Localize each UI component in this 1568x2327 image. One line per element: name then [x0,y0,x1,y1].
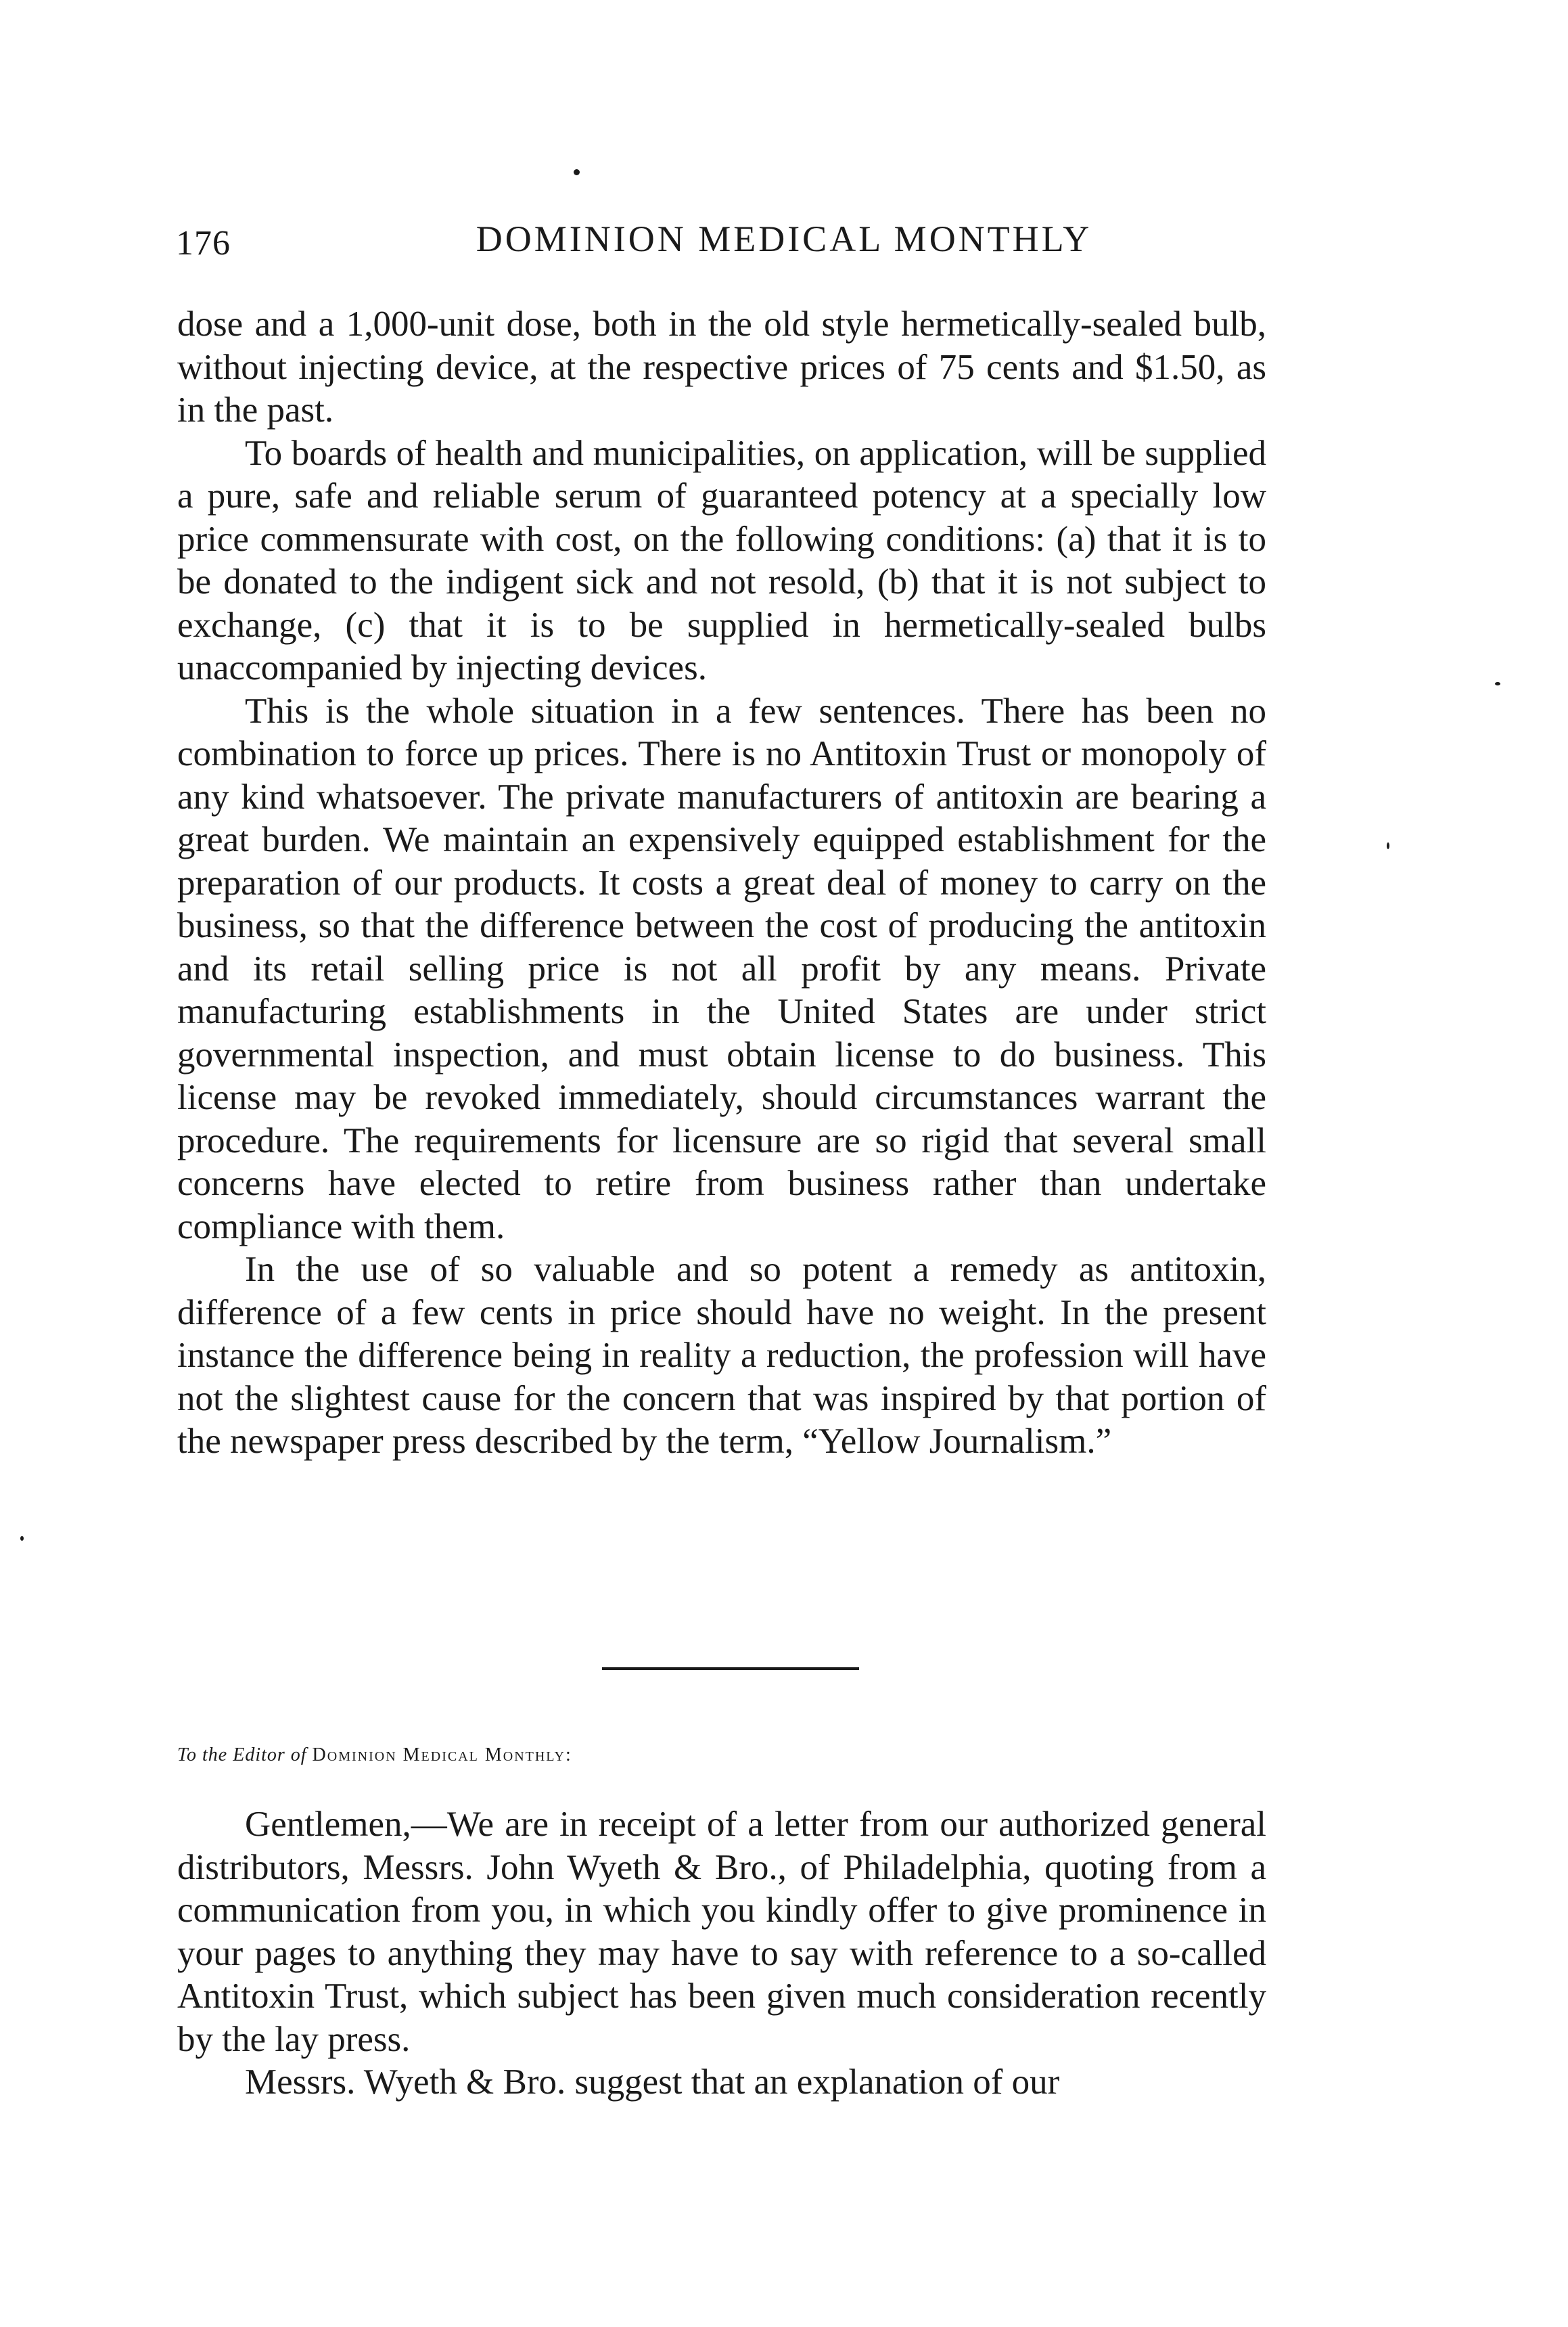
paragraph-use-of-antitoxin: In the use of so valuable and so potent a remedy as antitoxin, difference of a few cents in price should have no weight. In the present instance the difference being in reality a reduction, the profession will have not the slightest cause for the concern that was inspired by that portion of the newspaper press described by the term, “Yellow Journalism.” [177,1250,1266,1461]
salutation-journal: Dominion Medical Monthly: [312,1744,572,1765]
print-speck [1387,842,1389,849]
paragraph-whole-situation: This is the whole situation in a few sentences. There has been no combination to force up prices. There is no Antitoxin Trust or monopoly of any kind whatsoever. The private manufacturers of antitoxin are bearing a great burden. We maintain an expensively equipped establishment for the preparation of our products. It costs a great deal of money to carry on the business, so that the difference between the cost of producing the antitoxin and its retail selling price is not all profit by any means. Private manufacturing establishments in the United States are under strict governmental inspection, and must obtain license to do business. This license may be revoked immediately, should circumstances warrant the procedure. The requirements for licensure are so rigid that several small concerns have elected to retire from business rather than undertake compliance with them. [177,691,1266,1246]
section-divider [602,1667,859,1670]
running-head: DOMINION MEDICAL MONTHLY [476,219,1092,259]
paragraph-continued: dose and a 1,000-unit dose, both in the old style hermetically-sealed bulb, without injecting device, at the respective prices of 75 cents and $1.50, as in the past. [177,304,1266,430]
letter-paragraph-gentlemen: Gentlemen,—We are in receipt of a letter from our authorized general distributors, Messrs. John Wyeth & Bro., of Philadelphia, quoting from a communication from you, in which you kindly offer to give prominence in your pages to anything they may have to say with reference to a so-called Antitoxin Trust, which subject has been given much consideration recently by the lay press. [177,1805,1266,2059]
print-speck [1495,682,1500,685]
letter-salutation [177,1744,572,1766]
print-speck [574,169,580,175]
paragraph-boards-of-health: To boards of health and municipalities, on application, will be supplied a pure, safe and reliable serum of guaranteed potency at a specially low price commensurate with cost, on the following conditions: (a) that it is to be donated to the indigent sick and not resold, (b) that it is not subject to exchange, (c) that it is to be supplied in hermetically-sealed bulbs unaccompanied by injecting devices. [177,433,1266,687]
page-number: 176 [176,224,231,263]
article-body [177,303,1266,1464]
print-speck [20,1536,24,1541]
salutation-prefix: To the Editor of [177,1744,307,1765]
letter-body [177,1803,1266,2104]
letter-paragraph-messrs-wyeth: Messrs. Wyeth & Bro. suggest that an explanation of our [245,2062,1060,2102]
